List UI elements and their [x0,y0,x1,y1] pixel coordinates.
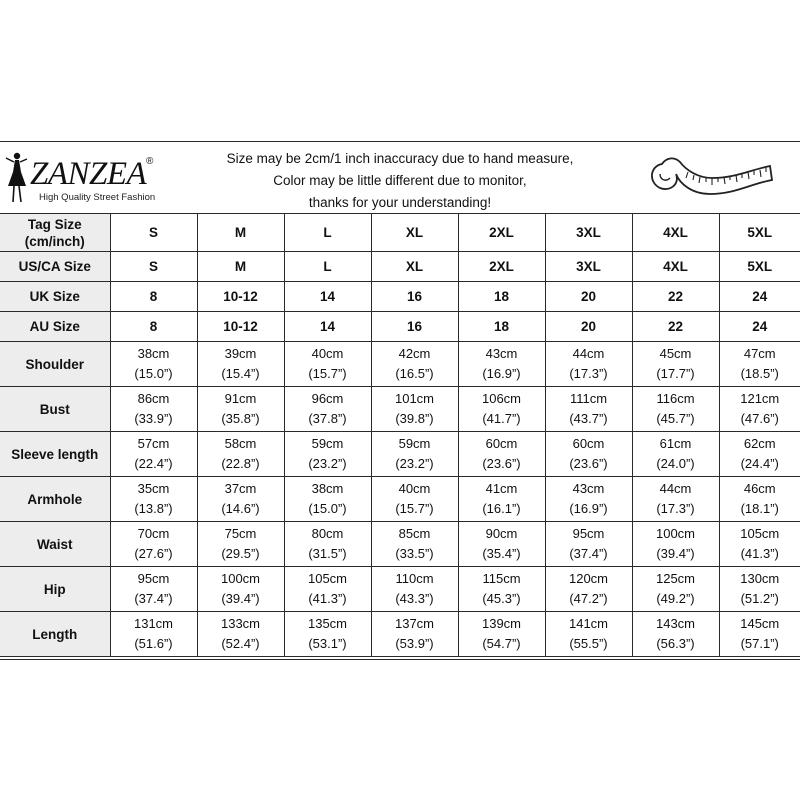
cm-value: 106cm [481,391,522,406]
size-cell: 24 [719,312,800,342]
size-cell: 22 [632,312,719,342]
measure-cell [545,477,632,522]
inch-value: (18.5”) [740,366,779,381]
cm-value: 43cm [572,481,605,496]
cm-value: 137cm [394,616,435,631]
row-label: Length [0,612,110,657]
inch-value: (41.3”) [740,546,779,561]
size-cell: S [110,214,197,252]
size-cell: 18 [458,282,545,312]
inch-value: (37.4”) [569,546,608,561]
measure-cell [371,567,458,612]
brand-logo [0,146,160,208]
chart-header [0,142,800,214]
inch-value: (14.6”) [221,501,260,516]
row-label [0,282,110,312]
cm-value: 41cm [485,481,518,496]
inch-value: (37.4”) [134,591,173,606]
measure-cell [197,567,284,612]
inch-value: (17.3”) [656,501,695,516]
size-cell: 18 [458,312,545,342]
measure-cell [197,432,284,477]
inch-value: (23.6”) [569,456,608,471]
measure-cell [197,522,284,567]
inch-value: (53.1”) [308,636,347,651]
inch-value: (24.0”) [656,456,695,471]
cm-value: 101cm [394,391,435,406]
inch-value: (39.4”) [221,591,260,606]
inch-value: (35.4”) [482,546,521,561]
cm-value: 86cm [137,391,170,406]
cm-value: 139cm [481,616,522,631]
size-cell: 24 [719,282,800,312]
size-cell: 16 [371,282,458,312]
measure-cell [284,387,371,432]
row-label-line: Tag Size [27,216,82,232]
cm-value: 95cm [137,571,170,586]
cm-value: 35cm [137,481,170,496]
size-cell: M [197,214,284,252]
registered-mark: ® [146,156,154,167]
inch-value: (39.8”) [395,411,434,426]
measure-cell [371,387,458,432]
cm-value: 43cm [485,346,518,361]
measure-cell [371,612,458,657]
measure-cell [284,612,371,657]
cm-value: 39cm [224,346,257,361]
cm-value: 95cm [572,526,605,541]
measure-cell [284,342,371,387]
table-row [0,432,800,477]
row-label-line: US/CA Size [18,259,91,274]
cm-value: 44cm [659,481,692,496]
table-row [0,567,800,612]
cm-value: 143cm [655,616,696,631]
inch-value: (51.2”) [740,591,779,606]
measure-cell [110,567,197,612]
cm-value: 42cm [398,346,431,361]
measure-cell [110,612,197,657]
table-row [0,522,800,567]
measure-cell [545,342,632,387]
size-cell: 10-12 [197,312,284,342]
cm-value: 47cm [743,346,776,361]
cm-value: 141cm [568,616,609,631]
brand-tagline: High Quality Street Fashion [39,192,156,203]
inch-value: (45.7”) [656,411,695,426]
measure-cell [632,567,719,612]
measure-cell [545,522,632,567]
inch-value: (22.4”) [134,456,173,471]
cm-value: 110cm [395,571,434,586]
measure-cell [110,387,197,432]
inch-value: (33.9”) [134,411,173,426]
measure-cell [719,567,800,612]
measure-cell [197,387,284,432]
size-cell: 16 [371,312,458,342]
cm-value: 96cm [311,391,344,406]
size-cell: 20 [545,312,632,342]
notice-line: Size may be 2cm/1 inch inaccuracy due to hand measure, [226,151,574,166]
inch-value: (47.6”) [740,411,779,426]
inch-value: (24.4”) [740,456,779,471]
table-row [0,252,800,282]
size-cell: 22 [632,282,719,312]
measure-cell [371,477,458,522]
inch-value: (56.3”) [656,636,695,651]
size-cell: 8 [110,312,197,342]
row-label-line: AU Size [29,319,80,334]
measure-cell [719,477,800,522]
cm-value: 85cm [398,526,431,541]
measure-cell [632,522,719,567]
inch-value: (51.6”) [134,636,173,651]
measure-cell [371,342,458,387]
inch-value: (35.8”) [221,411,260,426]
brand-name: ZANZEA [30,156,147,192]
inch-value: (15.0”) [308,501,347,516]
cm-value: 125cm [655,571,696,586]
measure-cell [458,387,545,432]
inch-value: (23.2”) [395,456,434,471]
inch-value: (23.2”) [308,456,347,471]
inch-value: (41.3”) [308,591,347,606]
measure-cell [545,432,632,477]
size-cell: 4XL [632,214,719,252]
cm-value: 62cm [743,436,776,451]
measure-cell [284,477,371,522]
inch-value: (45.3”) [482,591,521,606]
size-cell: 5XL [719,214,800,252]
cm-value: 58cm [224,436,257,451]
size-cell: 20 [545,282,632,312]
inch-value: (13.8”) [134,501,173,516]
measure-cell [284,522,371,567]
inch-value: (29.5”) [221,546,260,561]
size-chart [0,141,800,660]
size-cell: XL [371,252,458,282]
cm-value: 145cm [740,616,780,631]
row-label [0,312,110,342]
cm-value: 40cm [398,481,431,496]
inch-value: (17.7”) [656,366,695,381]
inch-value: (57.1”) [740,636,779,651]
row-label: Armhole [0,477,110,522]
inch-value: (15.7”) [395,501,434,516]
inch-value: (53.9”) [395,636,434,651]
cm-value: 135cm [307,616,348,631]
measure-cell [719,522,800,567]
size-cell: 3XL [545,252,632,282]
measure-cell [458,432,545,477]
cm-value: 38cm [311,481,344,496]
measure-cell [545,387,632,432]
size-cell: 8 [110,282,197,312]
inch-value: (22.8”) [221,456,260,471]
cm-value: 59cm [398,436,431,451]
measure-cell [197,342,284,387]
cm-value: 60cm [572,436,605,451]
measure-cell [371,522,458,567]
measure-cell [284,432,371,477]
measure-cell [632,342,719,387]
fashion-model-icon [2,150,30,208]
inch-value: (41.7”) [482,411,521,426]
notice-line: Color may be little different due to monitor, [273,173,527,188]
cm-value: 44cm [572,346,605,361]
measure-cell [197,612,284,657]
cm-value: 80cm [311,526,344,541]
measure-cell [719,612,800,657]
row-label [0,252,110,282]
inch-value: (16.5”) [395,366,434,381]
measure-cell [458,567,545,612]
inch-value: (39.4”) [656,546,695,561]
measure-cell [110,432,197,477]
size-cell: 5XL [719,252,800,282]
cm-value: 121cm [740,391,780,406]
table-row [0,312,800,342]
inch-value: (43.7”) [569,411,608,426]
inch-value: (27.6”) [134,546,173,561]
inch-value: (33.5”) [395,546,434,561]
measure-cell [719,432,800,477]
table-row [0,214,800,252]
measure-cell [197,477,284,522]
table-row [0,282,800,312]
inch-value: (37.8”) [308,411,347,426]
row-label [0,214,110,252]
row-label: Hip [0,567,110,612]
cm-value: 130cm [740,571,780,586]
measure-cell [284,567,371,612]
size-cell: S [110,252,197,282]
measure-cell [458,612,545,657]
measure-cell [719,342,800,387]
size-cell: 3XL [545,214,632,252]
row-label-line: UK Size [29,289,80,304]
cm-value: 120cm [568,571,609,586]
inch-value: (31.5”) [308,546,347,561]
table-row [0,342,800,387]
measure-cell [371,432,458,477]
inch-value: (52.4”) [221,636,260,651]
measuring-tape-icon [640,144,790,210]
inch-value: (15.0”) [134,366,173,381]
inch-value: (16.1”) [482,501,521,516]
cm-value: 90cm [485,526,518,541]
row-label: Shoulder [0,342,110,387]
size-cell: 14 [284,312,371,342]
cm-value: 133cm [220,616,261,631]
measure-cell [545,612,632,657]
size-cell: 2XL [458,214,545,252]
inch-value: (55.5”) [569,636,608,651]
inch-value: (23.6”) [482,456,521,471]
measure-cell [719,387,800,432]
measure-cell [545,567,632,612]
table-row [0,612,800,657]
inch-value: (15.4”) [221,366,260,381]
measure-cell [458,342,545,387]
cm-value: 46cm [743,481,776,496]
measure-cell [458,477,545,522]
size-cell: M [197,252,284,282]
measure-cell [110,477,197,522]
size-cell: L [284,252,371,282]
inch-value: (47.2”) [569,591,608,606]
cm-value: 115cm [482,571,521,586]
row-label: Waist [0,522,110,567]
inch-value: (49.2”) [656,591,695,606]
inch-value: (17.3”) [569,366,608,381]
size-cell: 4XL [632,252,719,282]
size-cell: L [284,214,371,252]
cm-value: 59cm [311,436,344,451]
size-cell: 14 [284,282,371,312]
cm-value: 37cm [224,481,257,496]
row-label: Sleeve length [0,432,110,477]
measure-cell [632,477,719,522]
measure-cell [632,432,719,477]
cm-value: 38cm [137,346,170,361]
measurement-notice [170,148,630,214]
measure-cell [458,522,545,567]
measure-cell [632,387,719,432]
notice-line: thanks for your understanding! [308,195,492,210]
cm-value: 105cm [307,571,348,586]
size-table [0,213,800,657]
cm-value: 131cm [133,616,174,631]
table-row [0,477,800,522]
cm-value: 91cm [224,391,257,406]
size-cell: XL [371,214,458,252]
inch-value: (16.9”) [482,366,521,381]
size-cell: 10-12 [197,282,284,312]
inch-value: (16.9”) [569,501,608,516]
cm-value: 116cm [656,391,695,406]
cm-value: 40cm [311,346,344,361]
inch-value: (15.7”) [308,366,347,381]
measure-cell [110,342,197,387]
cm-value: 45cm [659,346,692,361]
table-row [0,387,800,432]
cm-value: 75cm [224,526,257,541]
size-cell: 2XL [458,252,545,282]
cm-value: 57cm [137,436,170,451]
cm-value: 61cm [659,436,692,451]
inch-value: (43.3”) [395,591,434,606]
inch-value: (18.1”) [740,501,779,516]
cm-value: 105cm [740,526,780,541]
cm-value: 100cm [220,571,261,586]
measure-cell [632,612,719,657]
row-label-line: (cm/inch) [24,233,85,249]
row-label: Bust [0,387,110,432]
cm-value: 60cm [485,436,518,451]
cm-value: 111cm [569,391,608,406]
cm-value: 100cm [655,526,696,541]
measure-cell [110,522,197,567]
cm-value: 70cm [137,526,170,541]
inch-value: (54.7”) [482,636,521,651]
